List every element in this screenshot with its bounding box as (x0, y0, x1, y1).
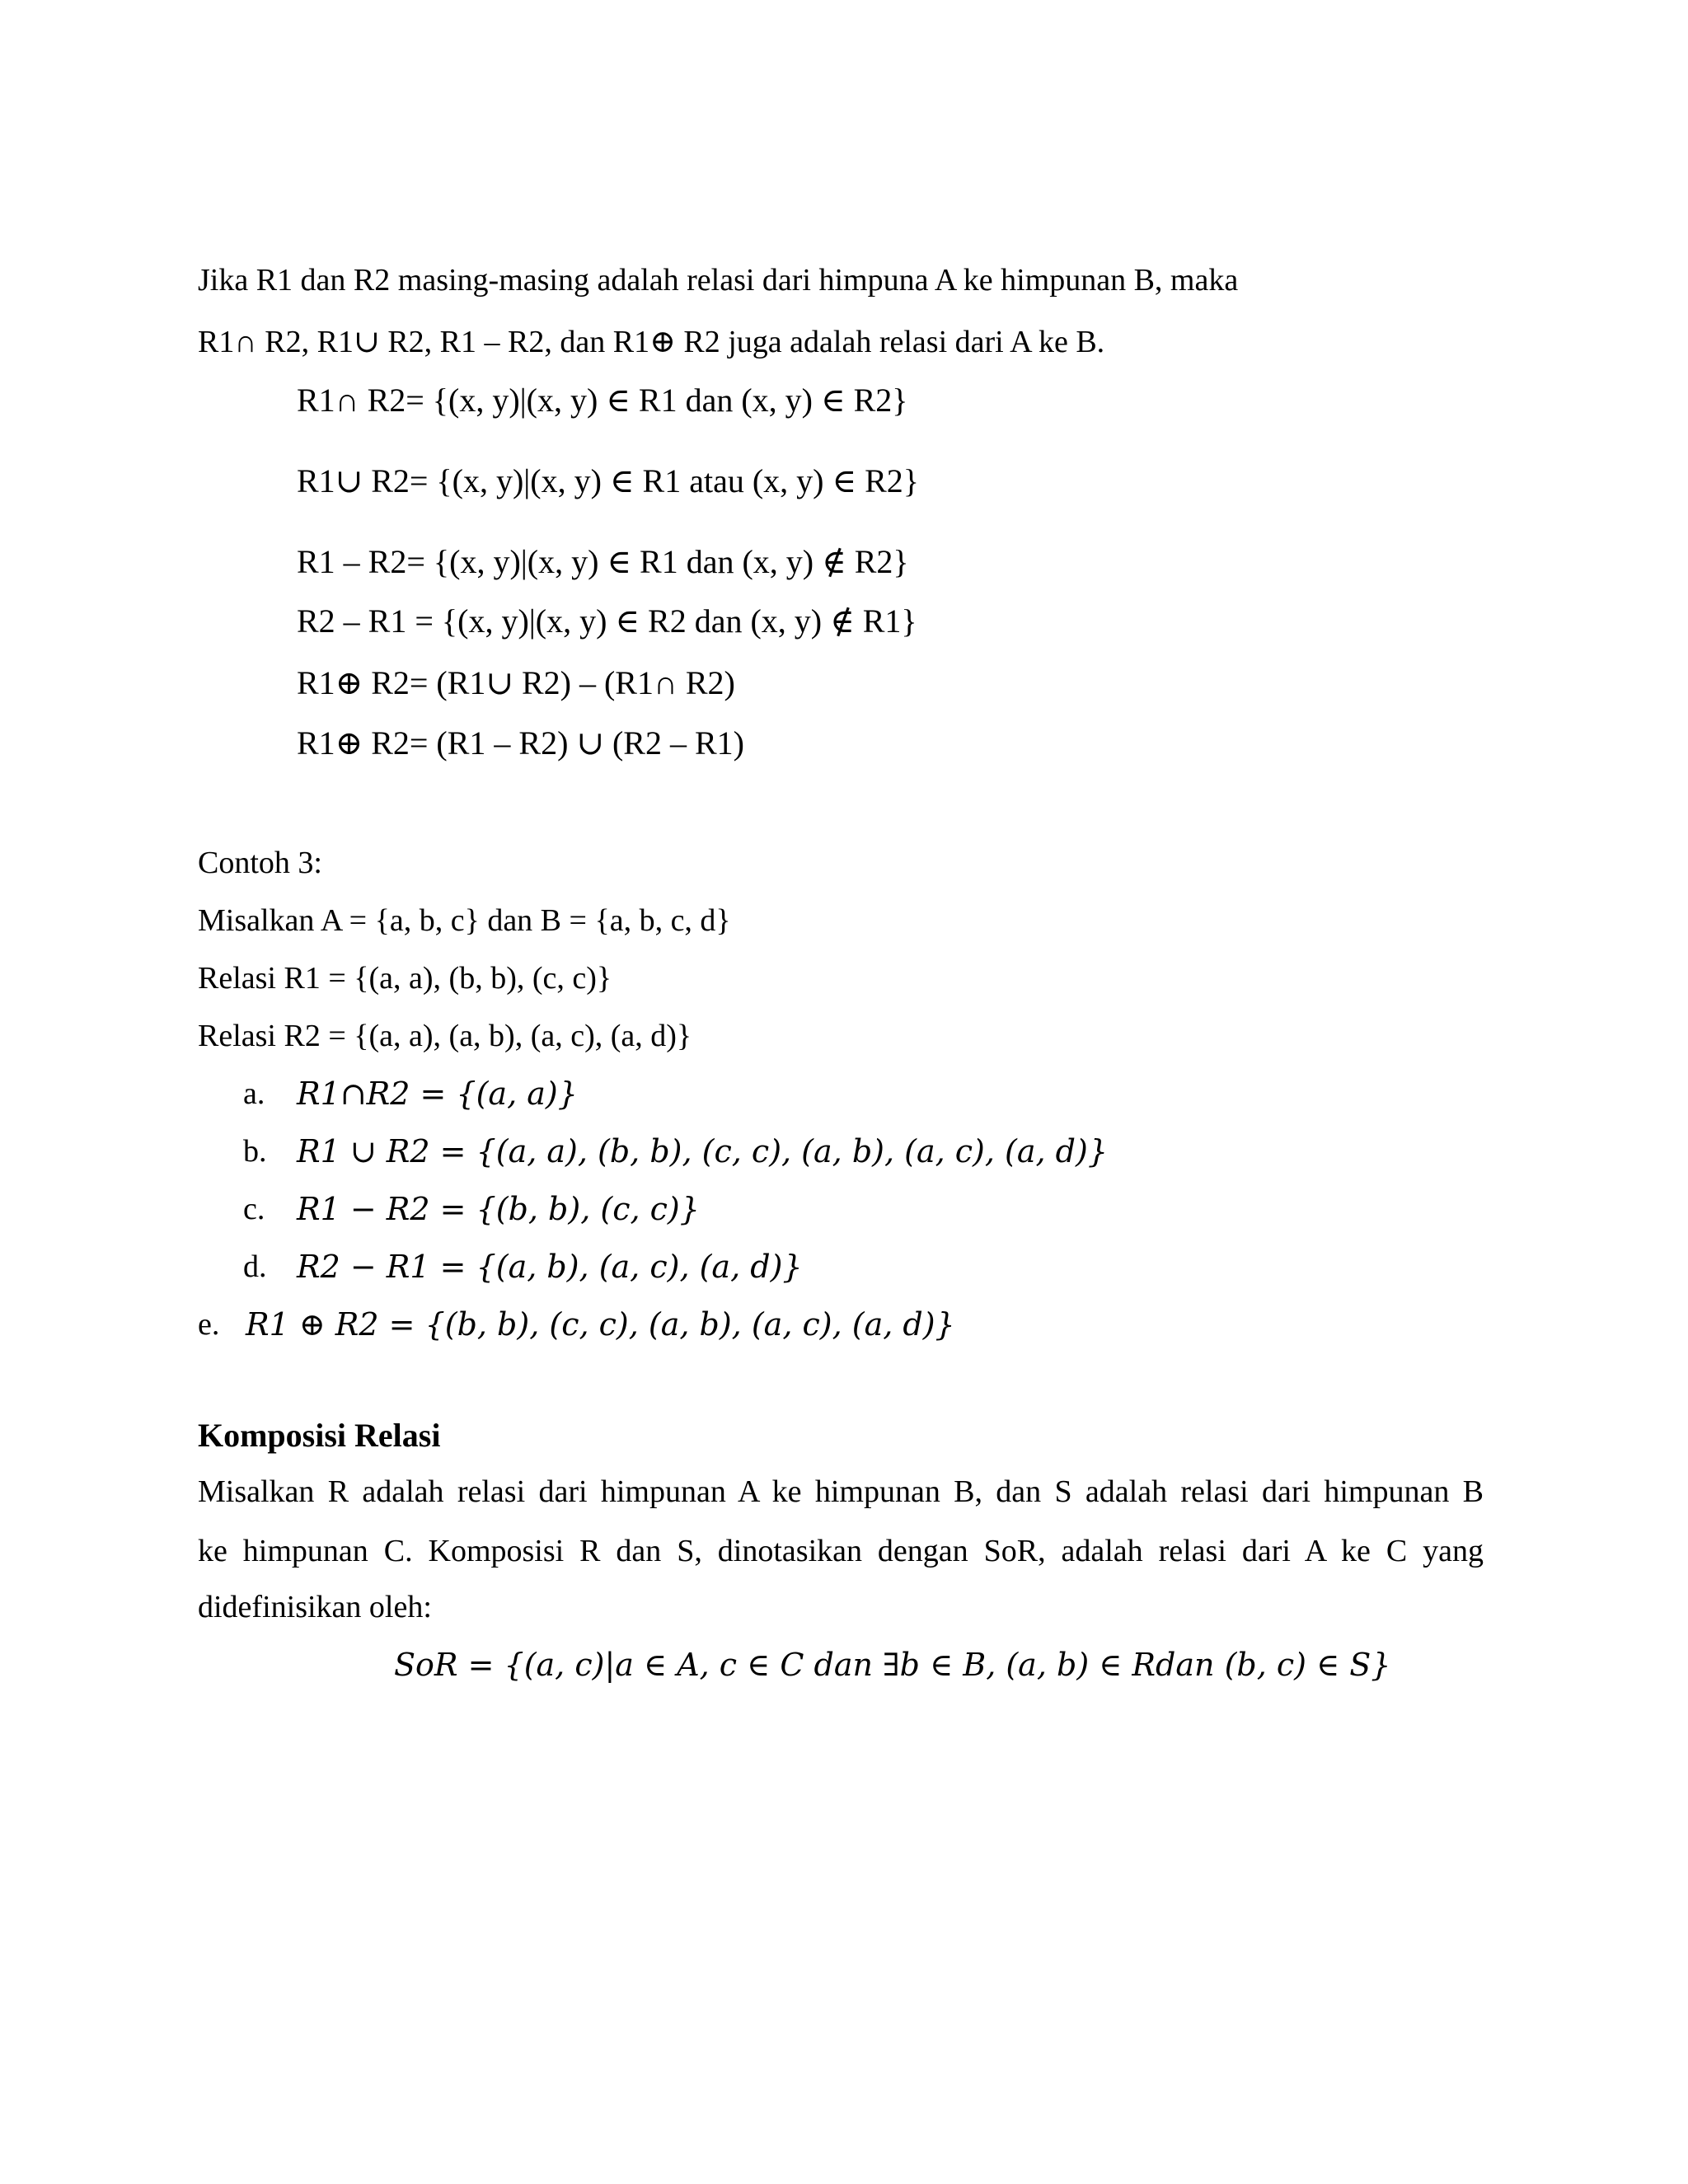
section-heading-komposisi: Komposisi Relasi (198, 1417, 441, 1454)
formula-symmetric-difference-2: R1⊕ R2= (R1 – R2) ∪ (R2 – R1) (297, 724, 744, 762)
formula-symmetric-difference-1: R1⊕ R2= (R1∪ R2) – (R1∩ R2) (297, 664, 735, 701)
example-relation-2: Relasi R2 = {(a, a), (a, b), (a, c), (a, d)} (198, 1019, 692, 1053)
example-item-label-a: a. (243, 1076, 265, 1111)
formula-union: R1∪ R2= {(x, y)|(x, y) ∈ R1 atau (x, y) ∈ R2} (297, 462, 919, 499)
example-item-label-c: c. (243, 1192, 265, 1226)
example-item-expr-c: R1 − R2 = {(b, b), (c, c)} (297, 1191, 700, 1227)
formula-difference-r1-r2: R1 – R2= {(x, y)|(x, y) ∈ R1 dan (x, y) ∉ R2} (297, 543, 909, 580)
example-sets: Misalkan A = {a, b, c} dan B = {a, b, c, d} (198, 903, 731, 938)
composition-line-2: ke himpunan C. Komposisi R dan S, dinotasikan dengan SoR, adalah relasi dari A ke C yang (198, 1534, 1484, 1568)
example-item-expr-a: R1∩R2 = {(a, a)} (297, 1076, 578, 1112)
intro-line-1: Jika R1 dan R2 masing-masing adalah relasi dari himpuna A ke himpunan B, maka (198, 263, 1239, 298)
composition-line-3: didefinisikan oleh: (198, 1590, 432, 1624)
example-title: Contoh 3: (198, 846, 322, 880)
composition-definition: SoR = {(a, c)|a ∈ A, c ∈ C dan ∃b ∈ B, (a, b) ∈ Rdan (b, c) ∈ S} (394, 1647, 1391, 1683)
formula-difference-r2-r1: R2 – R1 = {(x, y)|(x, y) ∈ R2 dan (x, y) ∉ R1} (297, 602, 917, 640)
example-item-label-d: d. (243, 1249, 267, 1284)
intro-line-2: R1∩ R2, R1∪ R2, R1 – R2, dan R1⊕ R2 juga adalah relasi dari A ke B. (198, 325, 1105, 359)
example-item-expr-d: R2 − R1 = {(a, b), (a, c), (a, d)} (297, 1249, 803, 1285)
example-item-label-b: b. (243, 1134, 267, 1169)
example-item-expr-b: R1 ∪ R2 = {(a, a), (b, b), (c, c), (a, b), (a, c), (a, d)} (297, 1133, 1108, 1169)
example-item-label-e: e. (198, 1307, 220, 1342)
example-item-expr-e: R1 ⊕ R2 = {(b, b), (c, c), (a, b), (a, c), (a, d)} (246, 1306, 955, 1343)
example-relation-1: Relasi R1 = {(a, a), (b, b), (c, c)} (198, 961, 612, 996)
composition-line-1: Misalkan R adalah relasi dari himpunan A ke himpunan B, dan S adalah relasi dari himpunan B (198, 1474, 1484, 1509)
formula-intersection: R1∩ R2= {(x, y)|(x, y) ∈ R1 dan (x, y) ∈ R2} (297, 382, 908, 419)
